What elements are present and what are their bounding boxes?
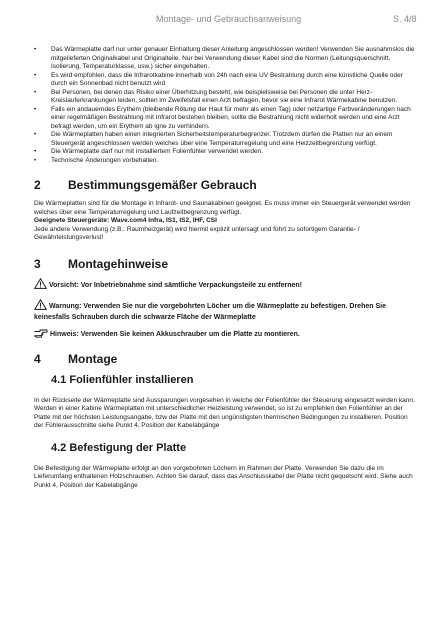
- bullet-icon: •: [34, 71, 37, 79]
- list-item: • Falls ein andauerndes Erythem (bleibende Rötung der Haut für mehr als einen Tag) oder netzartige Farbveränderungen nach einer regelmäßigen Bestrahlung mit Infrarot bestehen bleiben, sollte die Bestrahlung nicht widerholt werden und eine Arzt befragt werden, um ein Erythem ab igne zu verhindern.: [34, 105, 411, 130]
- list-item: • Es wird empfohlen, dass die Infrarotkabine innerhalb von 24h nach eine UV Bestrahlung durch eine künstliche Quelle oder durch ein Sonnenbad nicht benutzt wird: [34, 71, 403, 87]
- warning-triangle-icon: [34, 299, 47, 313]
- bullet-icon: •: [34, 156, 37, 164]
- section-heading-2: [34, 178, 418, 192]
- section-number: 3: [34, 256, 41, 271]
- warning-notice: Warnung: Verwenden Sie nur die vorgebohrten Löcher um die Wärmeplatte zu befestigen. Drehen Sie keinesfalls Schrauben durch die schwarze Fläche der Wärmeplatte: [34, 299, 418, 322]
- section-title: Bestimmungsgemäßer Gebrauch: [68, 178, 257, 192]
- list-item: • Technische Änderungen vorbehalten.: [34, 156, 159, 164]
- subsection-heading-4-2: 4.2 Befestigung der Platte: [51, 441, 187, 454]
- subsection-heading-4-1: 4.1 Folienfühler installieren: [51, 373, 194, 386]
- sensor-install-paragraph-1: In der Rückseite der Wärmeplatte sind Aussparungen vorgesehen in welche der Folienfühler der Steuerung eingesetzt werden kann.: [34, 396, 415, 404]
- caution-notice: Vorsicht: Vor Inbetriebnahme sind sämtliche Verpackungsteile zu entfernen!: [34, 278, 418, 292]
- bullet-icon: •: [34, 46, 37, 53]
- warning-triangle-icon: [34, 278, 47, 292]
- bullet-icon: •: [34, 88, 37, 96]
- section-title: Montage: [68, 351, 118, 366]
- mounting-paragraph: Die Befestigung der Wärmeplatte erfolgt an den vorgebohrten Löchern im Rahmen der Platte. Verwenden Sie dazu die im Lieferumfang enthaltenen Holzschrauben. Achten Sie darauf, dass das Anschlusskabel der Platte nicht gequetscht wird. Siehe auch Punkt 4, Position der Kabelabgänge: [34, 464, 413, 489]
- section-number: 4: [34, 351, 41, 366]
- page-header: [0, 14, 446, 28]
- safety-bullet-list: [34, 46, 418, 165]
- hint-notice: Hinweis: Verwenden Sie keinen Akkuschrauber um die Platte zu montieren.: [34, 329, 418, 341]
- sensor-install-paragraph-2: Werden in einer Kabine Wärmeplatten mit unterschiedlicher Heizleistung verwendet, so ist zu empfehlen den Folienfühler an der Platte mit der höchsten Leistungsangabe, bzw der Platte mit den ungünstigsten thermischen Bedingungen zu installieren. Position der Fühlerausschnitte siehe Punkt 4, Position der Kabelabgänge: [34, 405, 408, 429]
- page-number: S. 4/8: [393, 14, 417, 24]
- bullet-icon: •: [34, 131, 37, 138]
- list-item: • Die Wärmeplatte darf nur mit installiertem Folienfühler verwendet werden.: [34, 148, 264, 155]
- document-title: Montage- und Gebrauchsanweisung: [156, 14, 302, 24]
- suitable-controllers: Geeignete Steuergeräte: Wave.com4 Infra, IS1, IS2, IHF, CSI: [34, 217, 217, 224]
- intended-use-paragraph: Die Wärmeplatten sind für die Montage in Infrarot- und Saunakabinen geeignet. Es muss immer ein Steuergerät verwendet werden welches über eine Temperaturregelung und Laufzeitbegrenzung verfügt.: [34, 200, 411, 216]
- list-item: • Bei Personen, bei denen das Risiko einer Überhitzung besteht, wie beispielsweise bei Personen die unter Herz-Kreislauferkrankungen leiden, sollten im Zweifelsfall einen Arzt befragen, bevor sie eine Infrarot Wärmekabine benutzen.: [34, 88, 398, 104]
- bullet-icon: •: [34, 148, 37, 155]
- list-item: • Die Wärmeplatten haben einen integrierten Sicherheitstemperaturbegrenzer. Trotzdem dürfen die Platten nur an einem Steuergerät angeschlossen werden welches über eine Temperaturregelung und eine Heizzeitbegrenzung verfügt.: [34, 131, 393, 147]
- section-title: Montagehinweise: [68, 256, 169, 271]
- bullet-icon: •: [34, 105, 37, 113]
- list-item: • Das Wärmeplatte darf nur unter genauer Einhaltung dieser Anleitung angeschlossen werden! Verwenden Sie ausnahmslos die mitgelieferten Originalkabel und Originalteile. Nur bei Verwendung dieser Kabel sind die Normen (Leitungsquerschnitt, Isolierung, Temperaturklasse, usw.) sicher eingehalten.: [34, 46, 415, 70]
- page-content: [34, 46, 418, 490]
- misuse-paragraph: Jede andere Verwendung (z.B.: Raumheizgerät) wird hiermit explizit untersagt und führt zu sofortigem Garantie- / Gewährleistungsverlust!: [34, 225, 360, 241]
- pointing-hand-icon: [34, 329, 48, 341]
- section-heading-4: [34, 352, 418, 366]
- section-number: 2: [34, 178, 41, 192]
- section-heading-3: [34, 257, 418, 271]
